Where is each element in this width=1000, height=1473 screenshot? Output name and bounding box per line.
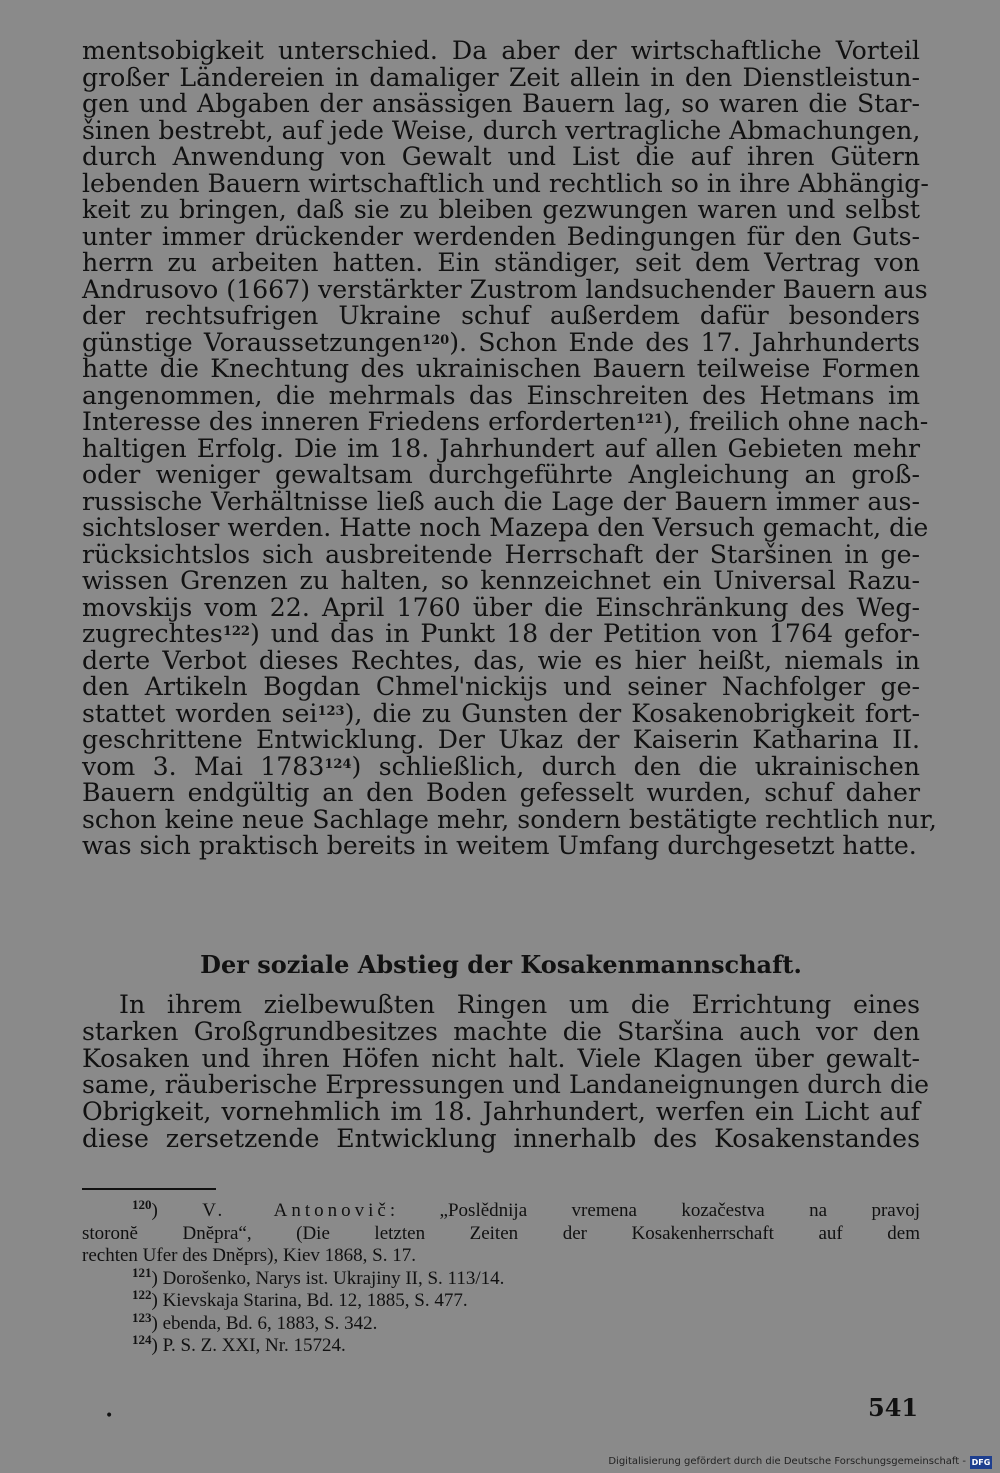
text-line: Andrusovo (1667) verstärkter Zustrom landsuchender Bauern aus <box>82 274 928 304</box>
footnote-124: $^{124}$) P. S. Z. XXI, Nr. 15724. <box>132 1332 346 1356</box>
text-segment: ). Schon Ende des 17. Jahrhunderts <box>449 327 920 357</box>
text-line: rücksichtslos sich ausbreitende Herrschaft der Staršinen in ge- <box>82 539 920 569</box>
text-line: der rechtsufrigen Ukraine schuf außerdem dafür besonders <box>82 301 920 330</box>
text-line <box>82 621 920 648</box>
footnote-ref-123[interactable]: 123 <box>317 703 345 719</box>
footnote-number: 122 <box>132 1287 152 1302</box>
footnotes <box>82 1197 921 1358</box>
footnote-120: $^{120}$) V. Antonovič: „Poslědnija vremena kozačestva na pravoj <box>132 1197 921 1221</box>
text-line: angenommen, die mehrmals das Einschreiten des Hetmans im <box>82 380 920 410</box>
page <box>82 36 937 1356</box>
text-line: was sich praktisch bereits in weitem Umfang durchgesetzt hatte. <box>82 831 917 860</box>
text-segment: zugrechtes <box>82 619 223 648</box>
text-line: Obrigkeit, vornehmlich im 18. Jahrhundert, werfen ein Licht auf <box>82 1097 920 1127</box>
text-line: mentsobigkeit unterschied. Da aber der wirtschaftliche Vorteil <box>82 36 920 65</box>
text-line: keit zu bringen, daß sie zu bleiben gezwungen waren und selbst <box>82 195 920 224</box>
text-line: same, räuberische Erpressungen und Landaneignungen durch die <box>82 1070 930 1100</box>
footnote-number: 123 <box>132 1309 152 1325</box>
footnote-number: 124 <box>132 1332 152 1347</box>
section-paragraph <box>82 990 930 1153</box>
footnote-number: 120 <box>132 1197 152 1212</box>
footnote-ref-121[interactable]: 121 <box>635 412 664 427</box>
text-segment: vom 3. Mai 1783 <box>82 751 325 781</box>
footnote-122: $^{122}$) Kievskaja Starina, Bd. 12, 1885, S. 477. <box>132 1287 468 1311</box>
main-paragraph <box>82 36 937 860</box>
section-heading: Der soziale Abstieg der Kosakenmannschaft. <box>200 950 802 979</box>
text-line: haltigen Erfolg. Die im 18. Jahrhundert auf allen Gebieten mehr <box>82 433 920 463</box>
text-segment: ), die zu Gunsten der Kosakenobrigkeit fort- <box>344 698 920 728</box>
footnote-text: : „Poslědnija vremena kozačestva na pravoj <box>389 1200 921 1221</box>
text-line <box>82 407 929 436</box>
text-line: schon keine neue Sachlage mehr, sondern bestätigte rechtlich nur, <box>82 804 937 834</box>
text-line: Kosaken und ihren Höfen nicht halt. Viele Klagen über gewalt- <box>82 1043 920 1073</box>
text-line: lebenden Bauern wirtschaftlich und rechtlich so in ihre Abhängig- <box>82 168 929 198</box>
text-segment: ), freilich ohne nach- <box>663 407 929 436</box>
footnote-120-cont: rechten Ufer des Dněprs), Kiev 1868, S. 17. <box>82 1245 416 1266</box>
text-line: Bauern endgültig an den Boden gefesselt wurden, schuf daher <box>82 778 920 807</box>
footnote-ref-122[interactable]: 122 <box>222 624 250 639</box>
text-segment: ) schließlich, durch den die ukrainischen <box>351 751 920 781</box>
text-line <box>82 327 920 357</box>
text-line: unter immer drückender werdenden Bedingungen für den Guts- <box>82 221 920 251</box>
text-line: geschrittene Entwicklung. Der Ukaz der Kaiserin Katharina II. <box>82 725 920 754</box>
digitization-credit: Digitalisierung gefördert durch die Deutsche Forschungsgemeinschaft - <box>608 1456 966 1467</box>
text-line: movskijs vom 22. April 1760 über die Einschränkung des Weg- <box>82 592 920 622</box>
footnote-123: $^{123}$) ebenda, Bd. 6, 1883, S. 342. <box>132 1309 378 1334</box>
text-line: sichtsloser werden. Hatte noch Mazepa den Versuch gemacht, die <box>82 513 929 542</box>
footnote-text: Kievskaja Starina, Bd. 12, 1885, S. 477. <box>162 1290 468 1311</box>
text-line: den Artikeln Bogdan Chmel'nickijs und seiner Nachfolger ge- <box>82 672 920 701</box>
text-line <box>82 751 920 781</box>
footnote-author: V. Antonovič <box>202 1200 390 1221</box>
text-line: durch Anwendung von Gewalt und List die auf ihren Gütern <box>82 142 920 171</box>
footnote-divider <box>82 1188 216 1190</box>
footnote-121: $^{121}$) Dorošenko, Narys ist. Ukrajiny II, S. 113/14. <box>132 1264 505 1289</box>
footnote-120-cont: storonĕ Dnĕpra“, (Die letzten Zeiten der Kosakenherrschaft auf dem <box>82 1222 920 1244</box>
footnote-ref-124[interactable]: 124 <box>324 756 352 772</box>
text-line: russische Verhältnisse ließ auch die Lage der Bauern immer aus- <box>82 486 920 516</box>
text-segment: Interesse des inneren Friedens erforderten <box>82 407 636 436</box>
text-line: oder weniger gewaltsam durchgeführte Angleichung an groß- <box>82 460 920 489</box>
text-segment: günstige Voraussetzungen <box>82 327 423 357</box>
footnote-text: Dorošenko, Narys ist. Ukrajiny II, S. 113/14. <box>162 1267 505 1289</box>
print-mark: • <box>105 1408 114 1424</box>
text-line: wissen Grenzen zu halten, so kennzeichnet ein Universal Razu- <box>82 566 920 595</box>
text-line: gen und Abgaben der ansässigen Bauern lag, so waren die Star- <box>82 89 920 118</box>
dfg-logo[interactable]: DFG <box>971 1458 991 1467</box>
text-line: herrn zu arbeiten hatten. Ein ständiger, seit dem Vertrag von <box>82 248 920 277</box>
text-line: šinen bestrebt, auf jede Weise, durch vertragliche Abmachungen, <box>82 115 921 145</box>
footnote-number: 121 <box>132 1264 152 1280</box>
text-line: derte Verbot dieses Rechtes, das, wie es hier heißt, niemals in <box>82 645 920 675</box>
text-line: hatte die Knechtung des ukrainischen Bauern teilweise Formen <box>82 354 920 383</box>
text-line: großer Ländereien in damaliger Zeit allein in den Dienstleistun- <box>82 62 920 92</box>
text-line: diese zersetzende Entwicklung innerhalb des Kosakenstandes <box>82 1123 920 1153</box>
text-line <box>82 698 920 728</box>
footnote-text: P. S. Z. XXI, Nr. 15724. <box>162 1335 346 1356</box>
page-number: 541 <box>868 1393 919 1422</box>
text-line: In ihrem zielbewußten Ringen um die Errichtung eines <box>119 990 920 1019</box>
footnote-ref-120[interactable]: 120 <box>422 332 450 348</box>
text-segment: ) und das in Punkt 18 der Petition von 1764 gefor- <box>249 619 920 648</box>
text-line: starken Großgrundbesitzes machte die Staršina auch vor den <box>82 1016 920 1046</box>
footnote-text: ebenda, Bd. 6, 1883, S. 342. <box>162 1312 378 1334</box>
text-segment: stattet worden sei <box>82 698 318 728</box>
